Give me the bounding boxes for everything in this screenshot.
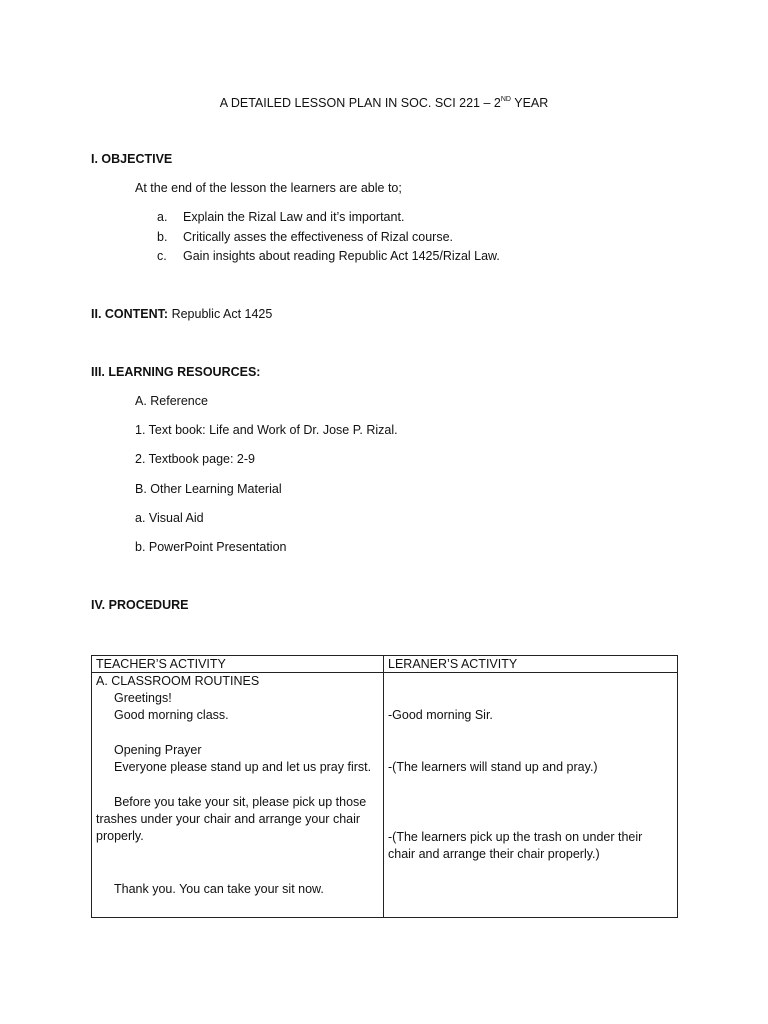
teacher-good-morning: Good morning class. — [114, 708, 229, 722]
content-value: Republic Act 1425 — [168, 307, 273, 321]
objective-item-c: c. Gain insights about reading Republic Act 1425/Rizal Law. — [157, 249, 500, 263]
learner-pickup-line-2: chair and arrange their chair properly.) — [388, 847, 600, 861]
learner-activity-cell — [384, 673, 678, 918]
objective-intro: At the end of the lesson the learners are able to; — [135, 181, 402, 195]
objective-heading: I. OBJECTIVE — [91, 152, 173, 166]
objective-item-b: b. Critically asses the effectiveness of Rizal course. — [157, 230, 454, 244]
thank-you-text: Thank you. You can take your sit now. — [114, 882, 324, 896]
procedure-table — [91, 655, 678, 918]
resource-reference: A. Reference — [135, 394, 208, 408]
pickup-text-line-2: trashes under your chair and arrange your chair — [96, 812, 361, 826]
table-header-row — [92, 656, 678, 673]
pickup-text-line-3: properly. — [96, 829, 144, 843]
resource-visual-aid: a. Visual Aid — [135, 511, 204, 525]
stand-up-text: Everyone please stand up and let us pray first. — [114, 760, 372, 774]
resource-textbook-page: 2. Textbook page: 2-9 — [135, 452, 255, 466]
learner-pickup-line-1: -(The learners pick up the trash on under their — [388, 830, 643, 844]
learner-good-morning: -Good morning Sir. — [388, 708, 493, 722]
classroom-routines-label: A. CLASSROOM ROUTINES — [96, 674, 260, 688]
resources-heading: III. LEARNING RESOURCES: — [91, 365, 261, 379]
objective-item-a: a. Explain the Rizal Law and it’s important. — [157, 210, 405, 224]
table-row — [92, 673, 678, 918]
resource-other-material: B. Other Learning Material — [135, 482, 282, 496]
title-superscript: ND — [500, 96, 511, 103]
learner-pray-text: -(The learners will stand up and pray.) — [388, 760, 598, 774]
content-heading: II. CONTENT: — [91, 307, 169, 321]
document-title: A DETAILED LESSON PLAN IN SOC. SCI 221 – 2ND YEAR — [219, 96, 549, 110]
teacher-activity-header: TEACHER’S ACTIVITY — [92, 656, 384, 673]
content-line — [91, 307, 272, 321]
pickup-text-line-1: Before you take your sit, please pick up those — [114, 795, 367, 809]
resource-powerpoint: b. PowerPoint Presentation — [135, 540, 287, 554]
teacher-activity-cell — [92, 673, 384, 918]
procedure-heading: IV. PROCEDURE — [91, 598, 189, 612]
resource-textbook: 1. Text book: Life and Work of Dr. Jose P. Rizal. — [135, 423, 398, 437]
greetings-text: Greetings! — [114, 691, 172, 705]
opening-prayer-text: Opening Prayer — [114, 743, 202, 757]
learner-activity-header: LERANER’S ACTIVITY — [384, 656, 678, 673]
